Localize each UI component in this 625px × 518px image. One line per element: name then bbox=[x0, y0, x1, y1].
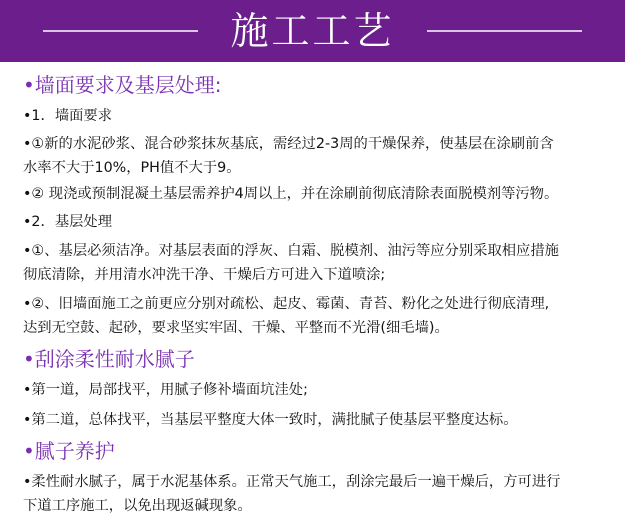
wall-requirement-1-line-1: •①新的水泥砂浆、混合砂浆抹灰基底，需经过2-3周的干燥保养，使基层在涂刷前含 bbox=[23, 136, 554, 152]
putty-step-2: •第二道，总体找平，当基层平整度大体一致时，满批腻子使基层平整度达标。 bbox=[23, 412, 518, 428]
base-treatment-2-line-2: 达到无空鼓、起砂，要求坚实牢固、干燥、平整而不光滑(细毛墙)。 bbox=[23, 320, 449, 336]
wall-requirement-label: •1．墙面要求 bbox=[23, 108, 113, 124]
banner-divider-left bbox=[43, 30, 198, 32]
wall-requirement-2: •② 现浇或预制混凝土基层需养护4周以上，并在涂刷前彻底清除表面脱模剂等污物。 bbox=[23, 186, 559, 202]
care-text-line-1: •柔性耐水腻子，属于水泥基体系。正常天气施工，刮涂完最后一遍干燥后，方可进行 bbox=[23, 474, 561, 490]
section-heading-putty: •刮涂柔性耐水腻子 bbox=[23, 347, 195, 371]
banner-divider-right bbox=[427, 30, 582, 32]
title-banner bbox=[0, 0, 625, 62]
care-text-line-2: 下道工序施工，以免出现返碱现象。 bbox=[23, 498, 252, 514]
base-treatment-label: •2．基层处理 bbox=[23, 214, 113, 230]
base-treatment-1-line-1: •①、基层必须洁净。对基层表面的浮灰、白霜、脱模剂、油污等应分别采取相应措施 bbox=[23, 243, 559, 259]
putty-step-1: •第一道，局部找平，用腻子修补墙面坑洼处; bbox=[23, 382, 308, 398]
page-title: 施工工艺 bbox=[230, 9, 395, 53]
base-treatment-2-line-1: •②、旧墙面施工之前更应分别对疏松、起皮、霉菌、青苔、粉化之处进行彻底清理, bbox=[23, 296, 550, 312]
section-heading-wall: •墙面要求及基层处理: bbox=[23, 73, 222, 97]
content-body bbox=[0, 62, 625, 518]
section-heading-care: •腻子养护 bbox=[23, 439, 115, 463]
wall-requirement-1-line-2: 水率不大于10%，PH值不大于9。 bbox=[23, 160, 241, 176]
base-treatment-1-line-2: 彻底清除，并用清水冲洗干净、干燥后方可进入下道喷涂; bbox=[23, 267, 386, 283]
